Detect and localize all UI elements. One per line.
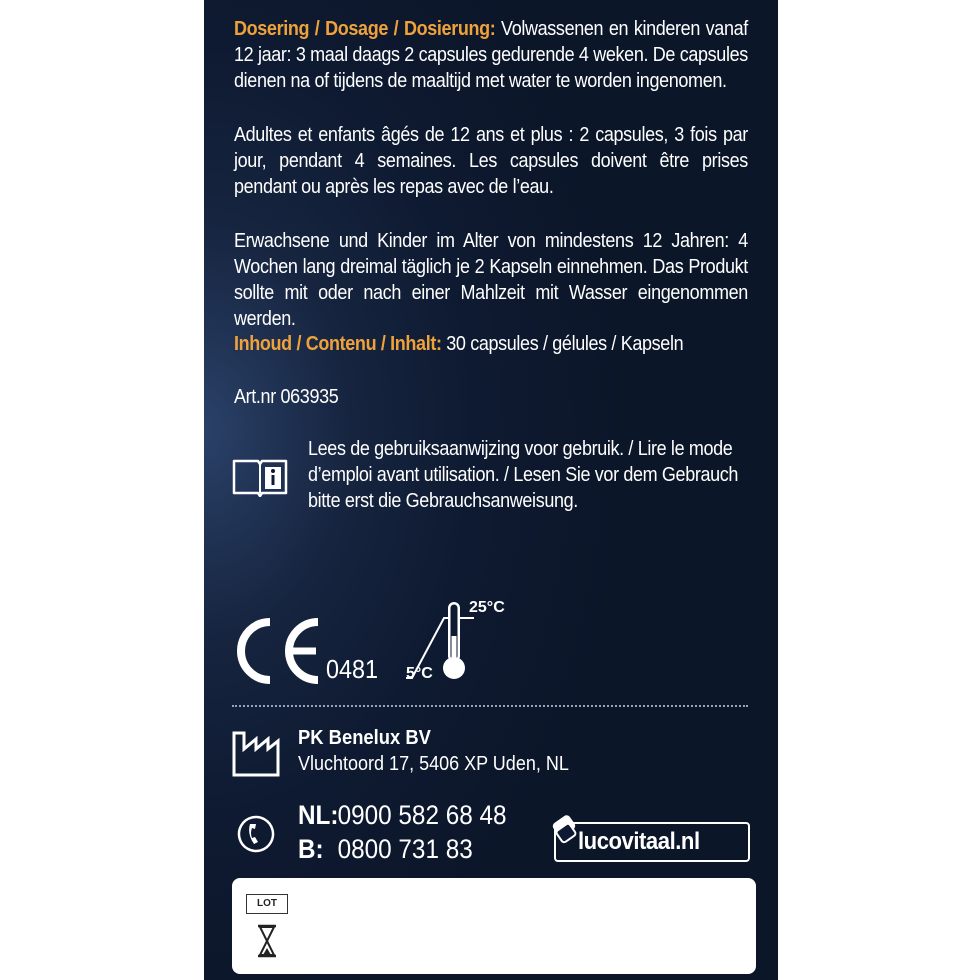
lot-label: LOT (246, 894, 288, 914)
manufacturer-address: Vluchtoord 17, 5406 XP Uden, NL (298, 753, 569, 775)
notified-body-number: 0481 (326, 654, 379, 684)
dosage-german: Erwachsene und Kinder im Alter von mindestens 12 Jahren: 4 Wochen lang dreimal täglich je 2 Kapseln einnehmen. Das Produkt sollte mit oder nach einer Mahlzeit mit Wasser eingenommen werden. (234, 230, 748, 330)
brand-website: lucovitaal.nl (578, 828, 700, 855)
product-label-panel (204, 0, 778, 980)
manufacturer-icon (232, 727, 280, 777)
phone-country: B: (298, 834, 324, 864)
phone-country: NL: (298, 800, 339, 830)
instructions-for-use-icon (232, 455, 288, 497)
dotted-divider (232, 705, 748, 707)
manufacturer-name: PK Benelux BV (298, 727, 431, 749)
phone-number: 0900 582 68 48 (337, 800, 507, 830)
dosage-text-nl: Volwassenen en kinderen vanaf 12 jaar: 3 maal daags 2 capsules gedurende 4 weken. De capsules dienen na of tijdens de maaltijd met water te worden ingenomen. (234, 18, 748, 92)
instructions-text: Lees de gebruiksaanwijzing voor gebruik. / Lire le mode d’emploi avant utilisation. / Lesen Sie vor dem Gebrauch bitte erst die Gebrauchsanweisung. (308, 438, 739, 512)
max-temperature: 25°C (469, 599, 505, 616)
contents-text: 30 capsules / gélules / Kapseln (441, 333, 684, 355)
lot-expiry-box (232, 878, 756, 974)
phone-be (298, 834, 473, 865)
min-temperature: 5°C (406, 665, 433, 682)
contents-line (234, 331, 748, 357)
article-number: Art.nr 063935 (234, 386, 339, 408)
ce-mark-icon (232, 618, 324, 684)
dosage-dutch (234, 16, 748, 94)
brand-logo-mark-icon (548, 812, 582, 846)
hourglass-icon (256, 924, 278, 958)
phone-nl (298, 800, 507, 831)
contents-heading: Inhoud / Contenu / Inhalt: (234, 333, 442, 355)
brand-logo (554, 822, 750, 862)
phone-icon (236, 814, 276, 854)
dosage-french: Adultes et enfants âgés de 12 ans et plus : 2 capsules, 3 fois par jour, pendant 4 semaines. Les capsules doivent être prises pendant ou après les repas avec de l’eau. (234, 124, 748, 198)
dosage-heading: Dosering / Dosage / Dosierung: (234, 18, 496, 40)
phone-number: 0800 731 83 (337, 834, 473, 864)
